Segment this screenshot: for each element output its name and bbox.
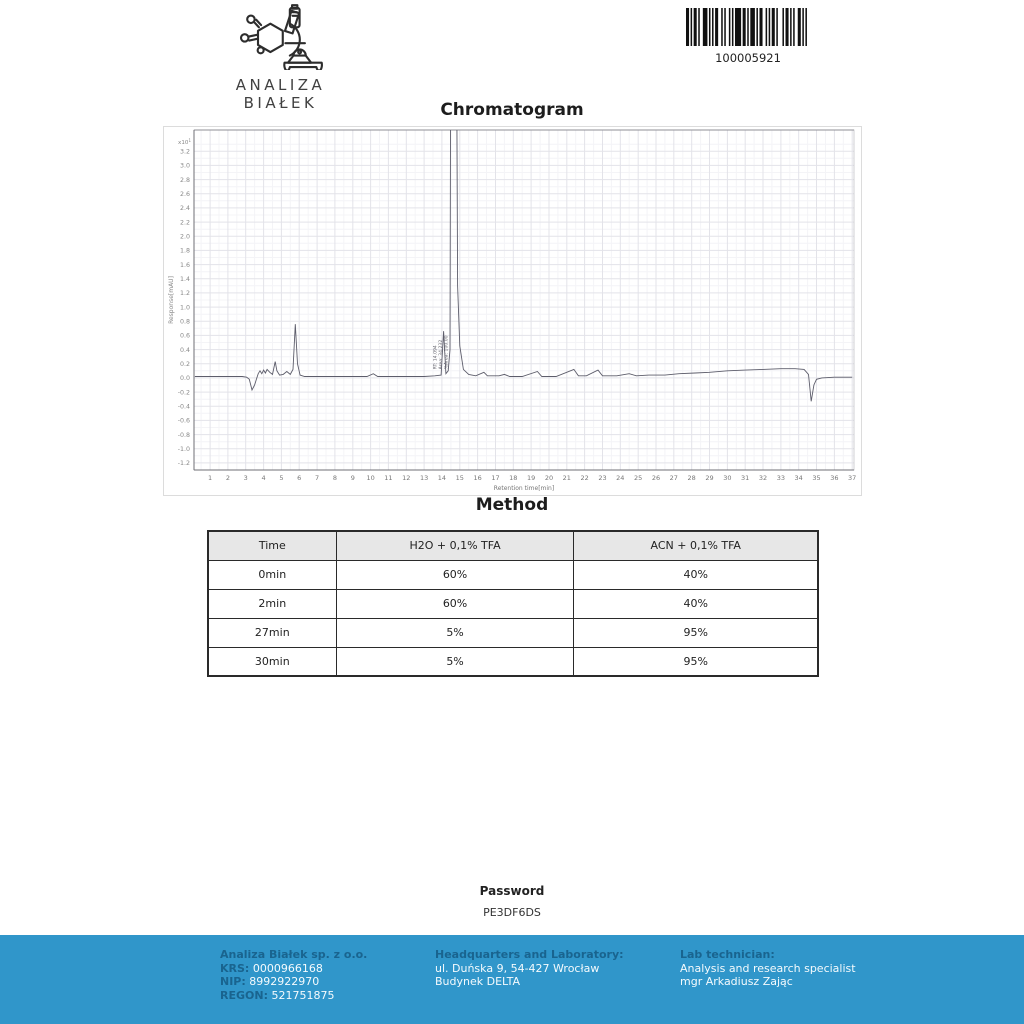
footer-company [220,948,367,1002]
svg-text:32: 32 [758,474,768,482]
cell-h2o: 60% [336,589,574,618]
hq-title: Headquarters and Laboratory: [435,948,624,961]
nip-value: 8992922970 [249,975,320,988]
cell-acn: 40% [574,589,818,618]
svg-text:23: 23 [598,474,607,482]
svg-text:1.8: 1.8 [179,247,190,255]
svg-text:26: 26 [651,474,661,482]
table-row [208,560,818,589]
svg-text:16: 16 [473,474,482,482]
svg-text:6: 6 [297,474,302,482]
company-name: Analiza Białek sp. z o.o. [220,948,368,961]
svg-text:3.0: 3.0 [179,162,190,170]
password-value: PE3DF6DS [483,906,541,919]
svg-text:11: 11 [384,474,393,482]
chromatogram-title: Chromatogram [440,100,584,120]
svg-text:-1.0: -1.0 [177,446,190,453]
svg-text:9: 9 [350,474,355,482]
svg-text:2.8: 2.8 [179,176,190,184]
cell-h2o: 5% [336,618,574,647]
svg-text:27: 27 [669,474,678,482]
barcode-number: 100005921 [715,51,781,65]
svg-text:24: 24 [616,474,625,482]
hq-address-1: ul. Duńska 9, 54-427 Wrocław [435,961,600,975]
svg-text:0.6: 0.6 [179,332,190,340]
svg-text:1: 1 [208,474,213,482]
footer-hq [435,948,624,989]
col-h2o: H2O + 0,1% TFA [336,531,574,560]
password-block [0,884,1024,919]
svg-text:5: 5 [279,474,284,482]
svg-text:4: 4 [261,474,266,482]
svg-text:30: 30 [723,474,732,482]
krs-label: KRS: [220,961,250,975]
svg-text:18: 18 [509,474,518,482]
svg-text:13: 13 [419,474,429,482]
barcode [684,8,812,65]
svg-text:-1.2: -1.2 [177,460,190,468]
svg-text:-0.4: -0.4 [177,403,190,411]
logo-molecule-microscope-icon [235,4,327,70]
svg-text:29: 29 [705,474,714,482]
cell-time: 2min [208,589,336,618]
svg-text:2.6: 2.6 [179,190,190,198]
svg-text:2.0: 2.0 [179,233,190,241]
svg-text:1.4: 1.4 [179,275,190,283]
password-label: Password [479,884,545,898]
svg-text:8: 8 [332,474,337,482]
svg-text:20: 20 [544,474,554,482]
svg-text:14: 14 [437,474,447,482]
footer-technician [680,948,856,989]
chromatogram-chart [163,126,862,496]
svg-text:2.4: 2.4 [179,205,190,213]
col-acn: ACN + 0,1% TFA [574,531,818,560]
peak-annotation: RT: 14.094 [433,345,439,370]
cell-time: 27min [208,618,336,647]
svg-text:2: 2 [225,474,230,482]
svg-text:22: 22 [580,474,589,482]
svg-text:10: 10 [366,474,375,482]
svg-text:1.0: 1.0 [179,304,190,312]
svg-text:17: 17 [491,474,500,482]
barcode-bars [686,8,810,46]
col-time: Time [208,531,336,560]
krs-value: 0000966168 [252,961,323,975]
svg-text:x101: $x10^1$ [178,138,191,146]
svg-text:35: 35 [812,474,821,482]
cell-acn: 95% [574,647,818,676]
technician-line-1: Analysis and research specialist [680,961,856,975]
svg-text:2.2: 2.2 [179,219,190,227]
svg-text:19: 19 [526,474,536,482]
svg-text:15: 15 [455,474,464,482]
svg-text:-0.6: -0.6 [177,417,190,425]
company-logo [198,4,363,112]
cell-time: 30min [208,647,336,676]
chromatogram-svg [164,127,861,495]
method-table [207,530,819,677]
method-header-row [208,531,818,560]
cell-h2o: 5% [336,647,574,676]
peak-annotation: %Area: 100.00 [444,335,450,370]
svg-text:3: 3 [243,474,248,482]
svg-text:0.8: 0.8 [179,318,190,326]
svg-text:25: 25 [634,474,643,482]
cell-time: 0min [208,560,336,589]
svg-text:37: 37 [848,474,857,482]
table-row [208,589,818,618]
svg-text:7: 7 [315,474,320,482]
nip-label: NIP: [220,975,246,988]
regon-label: REGON: [220,988,268,1002]
svg-text:21: 21 [562,474,571,482]
svg-text:Retention time[min]: Retention time[min] [493,485,555,492]
svg-text:Response[mAU]: Response[mAU] [168,276,175,324]
svg-text:31: 31 [741,474,750,482]
svg-text:12: 12 [402,474,411,482]
regon-value: 521751875 [271,988,335,1002]
cell-h2o: 60% [336,560,574,589]
svg-text:33: 33 [776,474,786,482]
svg-text:0.4: 0.4 [179,346,190,354]
table-row [208,647,818,676]
svg-text:1.2: 1.2 [179,290,190,298]
svg-text:0.0: 0.0 [179,375,190,383]
peak-annotation: Area: 34.232 [439,339,444,370]
svg-text:0.2: 0.2 [179,361,190,368]
svg-text:-0.2: -0.2 [177,389,190,397]
svg-text:1.6: 1.6 [179,261,190,269]
method-title: Method [475,495,549,515]
svg-text:3.2: 3.2 [179,148,190,156]
hq-address-2: Budynek DELTA [435,975,521,988]
table-row [208,618,818,647]
logo-text: ANALIZA BIAŁEK [235,76,326,112]
technician-line-2: mgr Arkadiusz Zając [680,975,793,988]
barcode-glyph [686,8,810,46]
technician-title: Lab technician: [680,948,775,961]
svg-text:36: 36 [830,474,839,482]
footer [0,935,1024,1024]
svg-text:28: 28 [687,474,696,482]
cell-acn: 95% [574,618,818,647]
svg-text:-0.8: -0.8 [177,431,190,439]
cell-acn: 40% [574,560,818,589]
svg-text:34: 34 [794,474,803,482]
